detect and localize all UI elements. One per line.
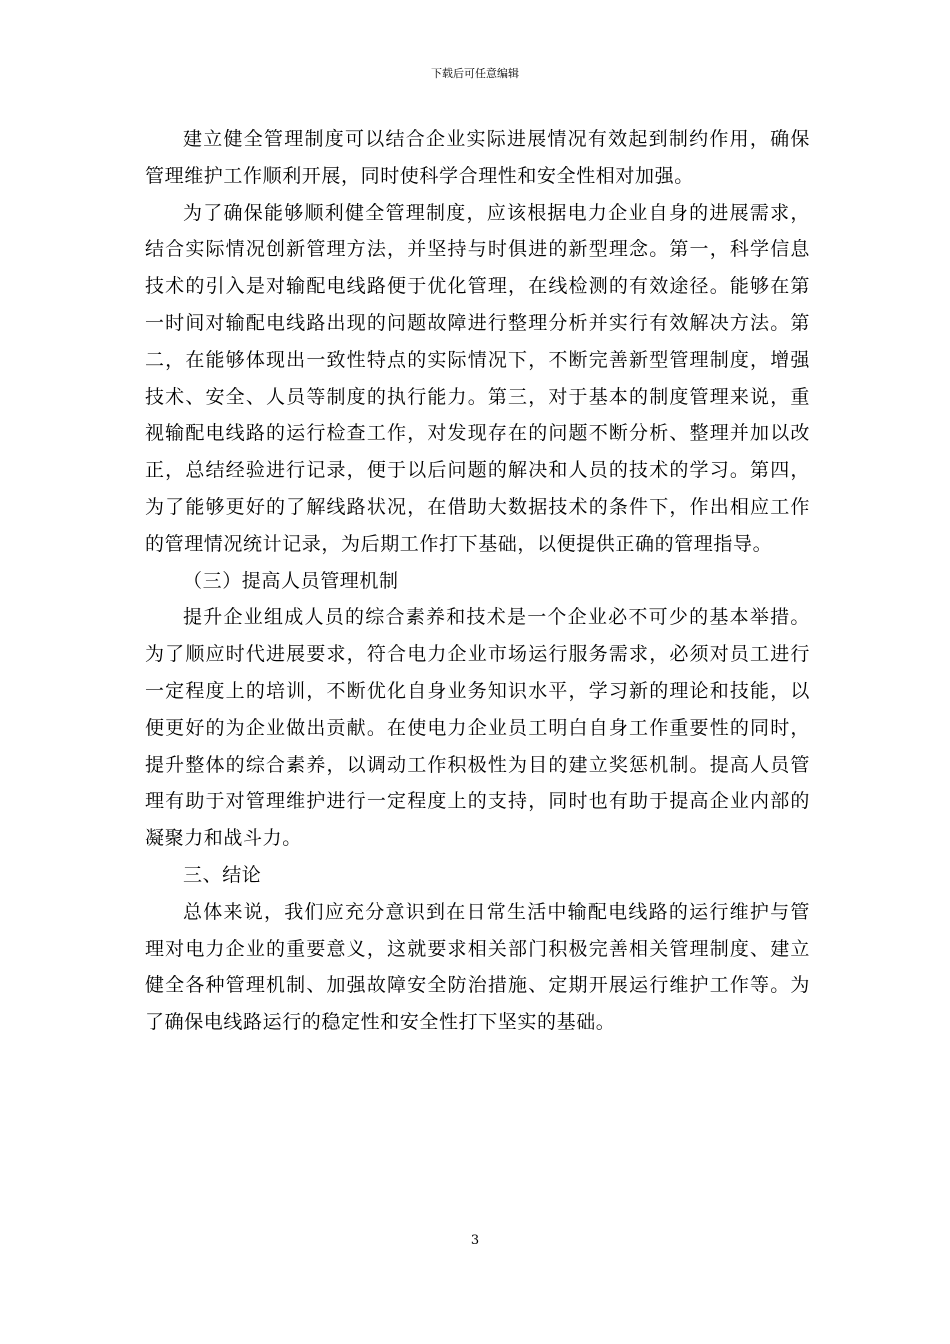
document-body bbox=[145, 121, 810, 1041]
paragraph-management-system-detail: 为了确保能够顺利健全管理制度，应该根据电力企业自身的进展需求，结合实际情况创新管理方法，并坚持与时俱进的新型理念。第一，科学信息技术的引入是对输配电线路便于优化管理，在线检测的有效途径。能够在第一时间对输配电线路出现的问题故障进行整理分析并实行有效解决方法。第二，在能够体现出一致性特点的实际情况下，不断完善新型管理制度，增强技术、安全、人员等制度的执行能力。第三，对于基本的制度管理来说，重视输配电线路的运行检查工作，对发现存在的问题不断分析、整理并加以改正，总结经验进行记录，便于以后问题的解决和人员的技术的学习。第四，为了能够更好的了解线路状况，在借助大数据技术的条件下，作出相应工作的管理情况统计记录，为后期工作打下基础，以便提供正确的管理指导。 bbox=[145, 201, 810, 555]
paragraph-management-system-intro: 建立健全管理制度可以结合企业实际进展情况有效起到制约作用，确保管理维护工作顺利开展，同时使科学合理性和安全性相对加强。 bbox=[145, 128, 810, 187]
paragraph-personnel-management: 提升企业组成人员的综合素养和技术是一个企业必不可少的基本举措。为了顺应时代进展要求，符合电力企业市场运行服务需求，必须对员工进行一定程度上的培训，不断优化自身业务知识水平，学习新的理论和技能，以便更好的为企业做出贡献。在使电力企业员工明白自身工作重要性的同时，提升整体的综合素养，以调动工作积极性为目的建立奖惩机制。提高人员管理有助于对管理维护进行一定程度上的支持，同时也有助于提高企业内部的凝聚力和战斗力。 bbox=[145, 606, 810, 850]
paragraph-conclusion: 总体来说，我们应充分意识到在日常生活中输配电线路的运行维护与管理对电力企业的重要意义，这就要求相关部门积极完善相关管理制度、建立健全各种管理机制、加强故障安全防治措施、定期开展运行维护工作等。为了确保电线路运行的稳定性和安全性打下坚实的基础。 bbox=[145, 900, 810, 1034]
section-heading-conclusion: 三、结论 bbox=[183, 863, 262, 886]
section-heading-personnel: （三）提高人员管理机制 bbox=[183, 569, 399, 592]
page-header: 下载后可任意编辑 bbox=[431, 67, 519, 80]
page-number: 3 bbox=[470, 1233, 480, 1248]
